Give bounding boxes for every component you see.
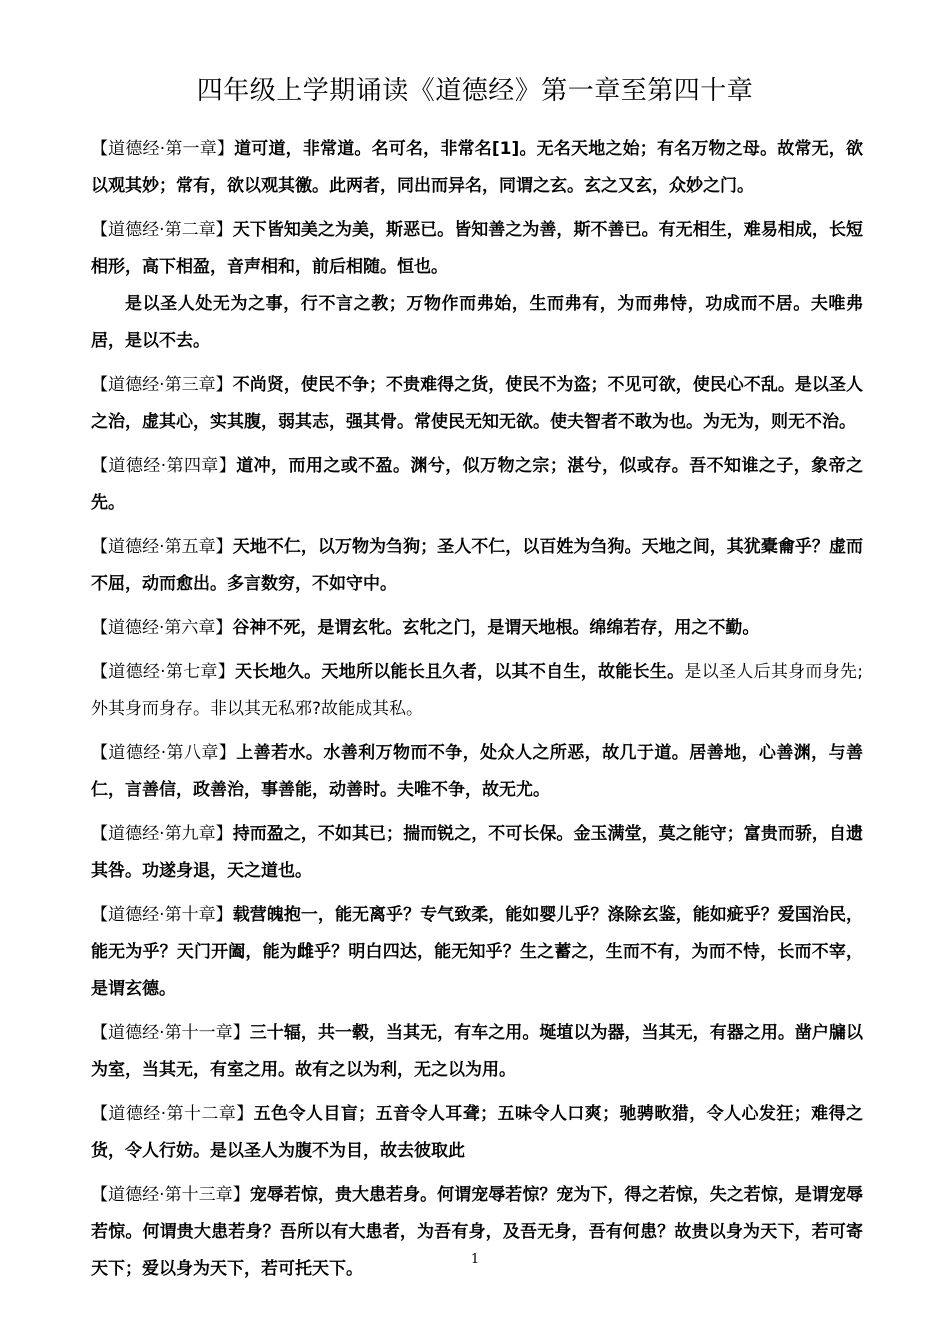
chapter-text: 载营魄抱一，能无离乎？专气致柔，能如婴儿乎？涤除玄鉴，能如疵乎？爱国治民，能无为乎？天门开阖，能为雌乎？明白四达，能无知乎？生之蓄之，生而不有，为而不恃，长而不宰，是谓玄德。 (91, 905, 864, 999)
chapter-6 (91, 610, 863, 647)
chapter-11 (91, 1015, 863, 1089)
chapter-8 (91, 735, 863, 809)
chapter-12 (91, 1096, 863, 1170)
chapter-5 (91, 529, 863, 603)
chapter-4 (91, 448, 863, 522)
page-number: 1 (470, 1252, 480, 1267)
chapter-text: 天地不仁，以万物为刍狗；圣人不仁，以百姓为刍狗。天地之间，其犹橐龠乎？虚而不屈，动而愈出。多言数穷，不如守中。 (91, 537, 864, 594)
document-body (91, 131, 863, 1295)
chapter-label: 【道德经·第十三章】 (91, 1185, 250, 1205)
chapter-label: 【道德经·第五章】 (91, 537, 233, 557)
chapter-label: 【道德经·第十一章】 (91, 1023, 250, 1043)
chapter-label: 【道德经·第一章】 (91, 139, 235, 159)
chapter-2 (91, 212, 863, 286)
chapter-text-regular: 是以圣人后其身而身先;外其身而身存。非以其无私邪?故能成其私。 (91, 662, 864, 719)
chapter-text: 不尚贤，使民不争；不贵难得之货，使民不为盗；不见可欲，使民心不乱。是以圣人之治，虚其心，实其腹，弱其志，强其骨。常使民无知无欲。使夫智者不敢为也。为无为，则无不治。 (91, 375, 864, 432)
chapter-1 (91, 131, 863, 205)
chapter-text: 上善若水。水善利万物而不争，处众人之所恶，故几于道。居善地，心善渊，与善仁，言善信，政善治，事善能，动善时。夫唯不争，故无尤。 (91, 743, 864, 800)
chapter-text: 道冲，而用之或不盈。渊兮，似万物之宗；湛兮，似或存。吾不知谁之子，象帝之先。 (91, 456, 864, 513)
chapter-label: 【道德经·第十二章】 (91, 1104, 254, 1124)
chapter-13 (91, 1177, 863, 1288)
chapter-9 (91, 816, 863, 890)
chapter-label: 【道德经·第三章】 (91, 375, 233, 395)
chapter-2-continuation: 是以圣人处无为之事，行不言之教；万物作而弗始，生而弗有，为而弗恃，功成而不居。夫唯弗居，是以不去。 (91, 294, 863, 351)
chapter-text: 天下皆知美之为美，斯恶已。皆知善之为善，斯不善已。有无相生，难易相成，长短相形，高下相盈，音声相和，前后相随。恒也。 (91, 220, 864, 277)
chapter-label: 【道德经·第十章】 (91, 905, 233, 925)
chapter-7 (91, 654, 863, 728)
chapter-text: 五色令人目盲；五音令人耳聋；五味令人口爽；驰骋畋猎，令人心发狂；难得之货，令人行妨。是以圣人为腹不为目，故去彼取此 (91, 1104, 864, 1161)
chapter-label: 【道德经·第八章】 (91, 743, 237, 763)
chapter-label: 【道德经·第七章】 (91, 662, 235, 682)
chapter-label: 【道德经·第四章】 (91, 456, 237, 476)
chapter-label: 【道德经·第九章】 (91, 824, 233, 844)
chapter-3 (91, 367, 863, 441)
page-title: 四年级上学期诵读《道德经》第一章至第四十章 (196, 76, 754, 106)
chapter-text: 持而盈之，不如其已；揣而锐之，不可长保。金玉满堂，莫之能守；富贵而骄，自遗其咎。功遂身退，天之道也。 (91, 824, 864, 881)
chapter-label: 【道德经·第二章】 (91, 220, 233, 240)
chapter-text: 天长地久。天地所以能长且久者，以其不自生，故能长生。 (234, 662, 685, 682)
chapter-text: 宠辱若惊，贵大患若身。何谓宠辱若惊？宠为下，得之若惊，失之若惊，是谓宠辱若惊。何谓贵大患若身？吾所以有大患者，为吾有身，及吾无身，吾有何患？故贵以身为天下，若可寄天下；爱以身为天下，若可托天下。 (91, 1185, 864, 1279)
chapter-text: 三十辐，共一毂，当其无，有车之用。埏埴以为器，当其无，有器之用。凿户牖以为室，当其无，有室之用。故有之以为利，无之以为用。 (91, 1023, 864, 1080)
chapter-text: 道可道，非常道。名可名，非常名[1]。无名天地之始；有名万物之母。故常无，欲以观其妙；常有，欲以观其徼。此两者，同出而异名，同谓之玄。玄之又玄，众妙之门。 (91, 139, 863, 196)
chapter-10 (91, 897, 863, 1008)
chapter-text: 谷神不死，是谓玄牝。玄牝之门，是谓天地根。绵绵若存，用之不勤。 (232, 618, 760, 638)
chapter-label: 【道德经·第六章】 (91, 618, 233, 638)
